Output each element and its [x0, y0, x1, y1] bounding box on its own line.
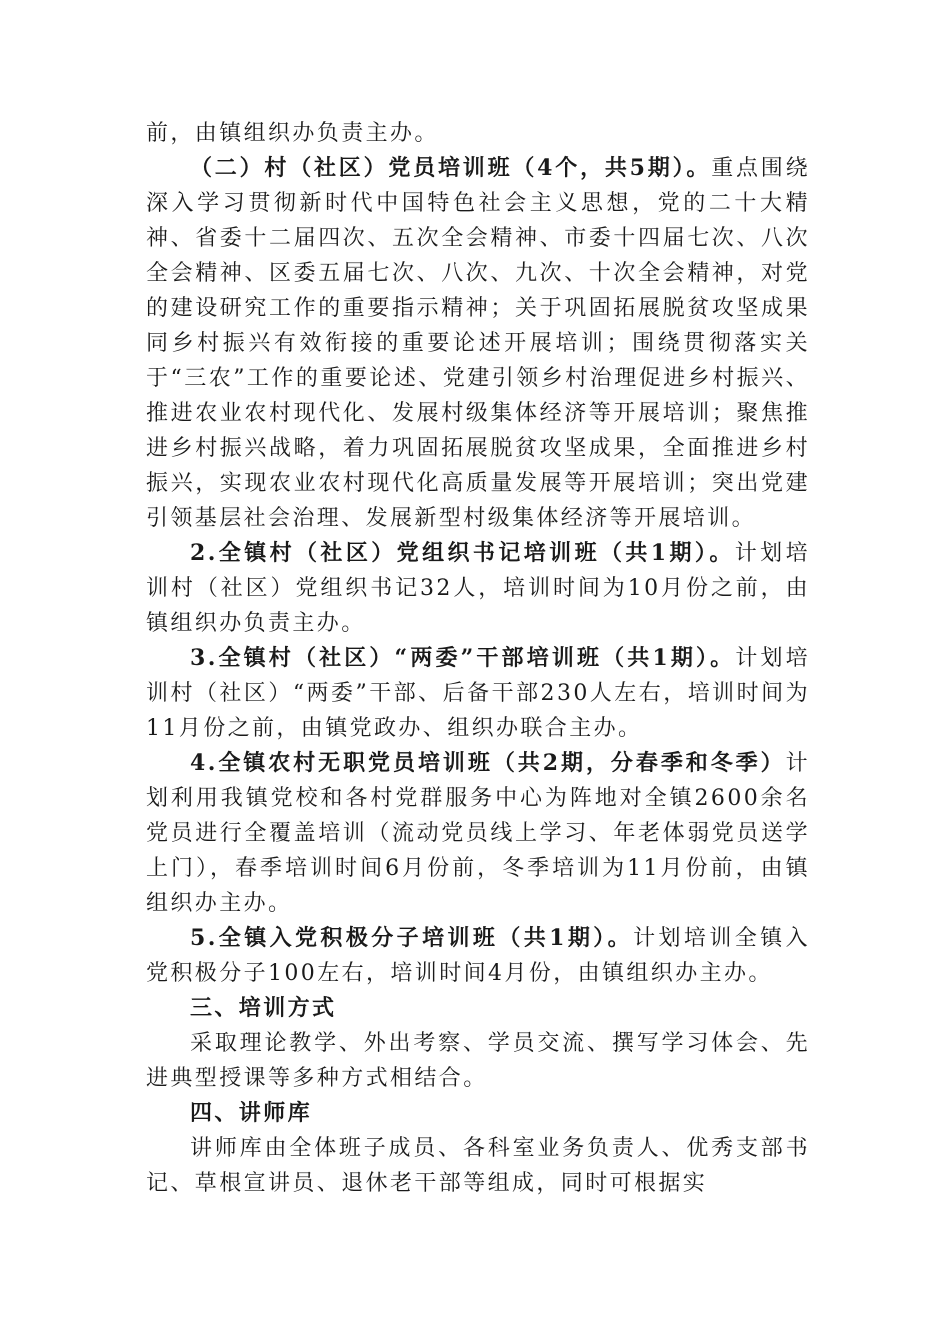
document-page: [146, 116, 810, 1201]
paragraph-lead: 2.全镇村（社区）党组织书记培训班（共1期）。: [190, 540, 735, 566]
paragraph-lead: 4.全镇农村无职党员培训班（共2期，分春季和冬季）: [190, 750, 786, 776]
section-heading-text: 三、培训方式: [190, 996, 337, 1021]
paragraph-two-committees-training: [146, 641, 810, 746]
paragraph-lead: 5.全镇入党积极分子培训班（共1期）。: [190, 925, 634, 951]
paragraph-text: 前，由镇组织办负责主办。: [146, 121, 439, 146]
paragraph-text: 计划培训村（社区）党组织书记32人，培训时间为10月份之前，由镇组织办负责主办。: [146, 541, 810, 636]
paragraph-text: 重点围绕深入学习贯彻新时代中国特色社会主义思想，党的二十大精神、省委十二届四次、五次全会精神、市委十四届七次、八次全会精神、区委五届七次、八次、九次、十次全会精神，对党的建设研究工作的重要指示精神；关于巩固拓展脱贫攻坚成果同乡村振兴有效衔接的重要论述开展培训；围绕贯彻落实关于“三农”工作的重要论述、党建引领乡村治理促进乡村振兴、推进农业农村现代化、发展村级集体经济等开展培训；聚焦推进乡村振兴战略，着力巩固拓展脱贫攻坚成果，全面推进乡村振兴，实现农业农村现代化高质量发展等开展培训；突出党建引领基层社会治理、发展新型村级集体经济等开展培训。: [146, 156, 810, 531]
paragraph-text: 计划培训村（社区）“两委”干部、后备干部230人左右，培训时间为11月份之前，由镇党政办、组织办联合主办。: [146, 646, 811, 741]
section-heading-lecturer-pool: [146, 1096, 810, 1131]
paragraph-lead: 3.全镇村（社区）“两委”干部培训班（共1期）。: [190, 645, 736, 671]
paragraph-text: 讲师库由全体班子成员、各科室业务负责人、优秀支部书记、草根宣讲员、退休老干部等组成，同时可根据实: [146, 1136, 810, 1196]
paragraph-text: 采取理论教学、外出考察、学员交流、撰写学习体会、先进典型授课等多种方式相结合。: [146, 1031, 810, 1091]
paragraph-party-secretary-training: [146, 536, 810, 641]
section-heading-text: 四、讲师库: [190, 1101, 313, 1126]
paragraph-continuation: [146, 116, 810, 151]
section-heading-training-methods: [146, 991, 810, 1026]
paragraph-village-party-member-training: [146, 151, 810, 536]
paragraph-lecturer-pool: [146, 1131, 810, 1201]
paragraph-non-post-members-training: [146, 746, 810, 921]
paragraph-text: 计划利用我镇党校和各村党群服务中心为阵地对全镇2600余名党员进行全覆盖培训（流动党员线上学习、年老体弱党员送学上门），春季培训时间6月份前，冬季培训为11月份前，由镇组织办主办。: [146, 751, 810, 916]
paragraph-activist-training: [146, 921, 810, 991]
paragraph-training-methods: [146, 1026, 810, 1096]
paragraph-lead: （二）村（社区）党员培训班（4个，共5期）。: [190, 155, 712, 181]
paragraph-text: 计划培训全镇入党积极分子100左右，培训时间4月份，由镇组织办主办。: [146, 926, 810, 986]
